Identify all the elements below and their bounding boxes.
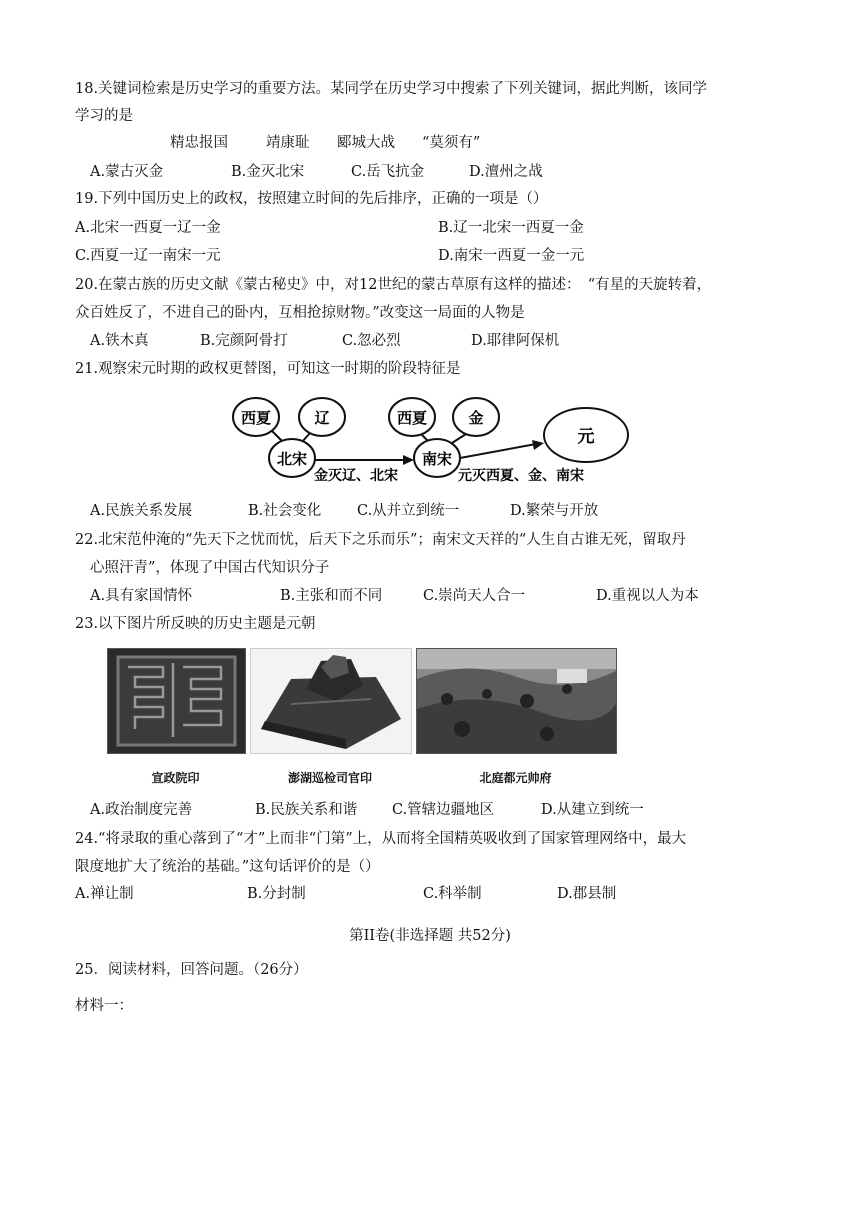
q20-option-d: D.耶律阿保机 xyxy=(471,333,560,349)
q24-option-b: B.分封制 xyxy=(247,886,306,902)
caption-penghu: 澎湖巡检司官印 xyxy=(287,771,372,785)
q22-option-d: D.重视以人为本 xyxy=(596,588,699,604)
q22-option-b: B.主张和而不同 xyxy=(280,588,383,604)
q23-stem: 23.以下图片所反映的历史主题是元朝 xyxy=(75,616,316,632)
q21-option-c: C.从并立到统一 xyxy=(357,503,460,519)
diagram-xixia-2: 西夏 xyxy=(396,409,428,427)
q18-keyword: 郾城大战 xyxy=(337,135,395,151)
q25-stem: 25．阅读材料，回答问题。（26分） xyxy=(75,962,308,978)
diagram-yuan: 元 xyxy=(577,427,595,447)
q24-stem-line1: 24.“将录取的重心落到了“才”上而非“门第”上，从而将全国精英吸收到了国家管理网络中，最大 xyxy=(75,831,687,847)
section2-title: 第II卷(非选择题 共52分) xyxy=(349,928,511,944)
q23-option-c: C.管辖边疆地区 xyxy=(392,802,495,818)
q20-option-c: C.忽必烈 xyxy=(342,333,401,349)
q20-option-b: B.完颜阿骨打 xyxy=(200,333,288,349)
q19-stem: 19.下列中国历史上的政权，按照建立时间的先后排序，正确的一项是（） xyxy=(75,191,548,207)
q19-option-c: C.西夏一辽一南宋一元 xyxy=(75,248,221,264)
q21-option-a: A.民族关系发展 xyxy=(90,503,193,519)
q20-stem-line1: 20.在蒙古族的历史文献《蒙古秘史》中，对12世纪的蒙古草原有这样的描述： “有星的天旋转着， xyxy=(75,277,712,293)
q18-option-b: B.金灭北宋 xyxy=(231,164,305,180)
q22-stem-line2: 心照汗青”，体现了中国古代知识分子 xyxy=(90,560,330,576)
q18-keyword: 靖康耻 xyxy=(266,135,310,151)
diagram-liao: 辽 xyxy=(314,409,330,427)
q22-option-a: A.具有家国情怀 xyxy=(90,588,193,604)
q18-keyword: 精忠报国 xyxy=(170,135,228,151)
q20-option-a: A.铁木真 xyxy=(90,333,149,349)
q22-stem-line1: 22.北宋范仲淹的“先天下之忧而忧，后天下之乐而乐”；南宋文天祥的“人生自古谁无死，留取丹 xyxy=(75,532,686,548)
q19-option-b: B.辽一北宋一西夏一金 xyxy=(438,220,584,236)
q23-option-b: B.民族关系和谐 xyxy=(255,802,358,818)
q20-stem-line2: 众百姓反了，不进自己的卧内，互相抢掠财物。”改变这一局面的人物是 xyxy=(75,305,525,321)
diagram-arrow2-label: 元灭西夏、金、南宋 xyxy=(458,468,584,484)
diagram-xixia-1: 西夏 xyxy=(240,409,272,427)
q18-option-d: D.澶州之战 xyxy=(469,164,543,180)
q24-option-a: A.禅让制 xyxy=(75,886,134,902)
q18-stem-line2: 学习的是 xyxy=(75,108,133,124)
q24-option-c: C.科举制 xyxy=(423,886,482,902)
q21-option-d: D.繁荣与开放 xyxy=(510,503,599,519)
beiting-mural-image xyxy=(416,648,617,754)
q18-option-c: C.岳飞抗金 xyxy=(351,164,425,180)
q23-option-a: A.政治制度完善 xyxy=(90,802,193,818)
penghu-seal-image xyxy=(250,648,412,754)
caption-xuanzhengyuan: 宣政院印 xyxy=(151,771,200,785)
q24-stem-line2: 限度地扩大了统治的基础。”这句话评价的是（） xyxy=(75,859,380,875)
caption-beiting: 北庭都元帅府 xyxy=(479,771,552,785)
diagram-arrow1-label: 金灭辽、北宋 xyxy=(314,468,398,484)
q18-keyword: “莫须有” xyxy=(422,135,481,151)
q24-option-d: D.郡县制 xyxy=(557,886,617,902)
q19-option-d: D.南宋一西夏一金一元 xyxy=(438,248,585,264)
q22-option-c: C.崇尚天人合一 xyxy=(423,588,526,604)
regime-change-diagram xyxy=(230,392,650,492)
q21-stem: 21.观察宋元时期的政权更替图，可知这一时期的阶段特征是 xyxy=(75,361,461,377)
q19-option-a: A.北宋一西夏一辽一金 xyxy=(75,220,221,236)
xuanzhengyuan-seal-image xyxy=(107,648,246,754)
diagram-nansong: 南宋 xyxy=(421,450,453,468)
q23-option-d: D.从建立到统一 xyxy=(541,802,644,818)
material-1-label: 材料一： xyxy=(75,998,133,1014)
q18-option-a: A.蒙古灭金 xyxy=(90,164,164,180)
diagram-beisong: 北宋 xyxy=(276,450,308,468)
q18-stem-line1: 18.关键词检索是历史学习的重要方法。某同学在历史学习中搜索了下列关键词，据此判断，该同学 xyxy=(75,81,708,97)
q21-option-b: B.社会变化 xyxy=(248,503,322,519)
diagram-jin: 金 xyxy=(468,409,484,427)
